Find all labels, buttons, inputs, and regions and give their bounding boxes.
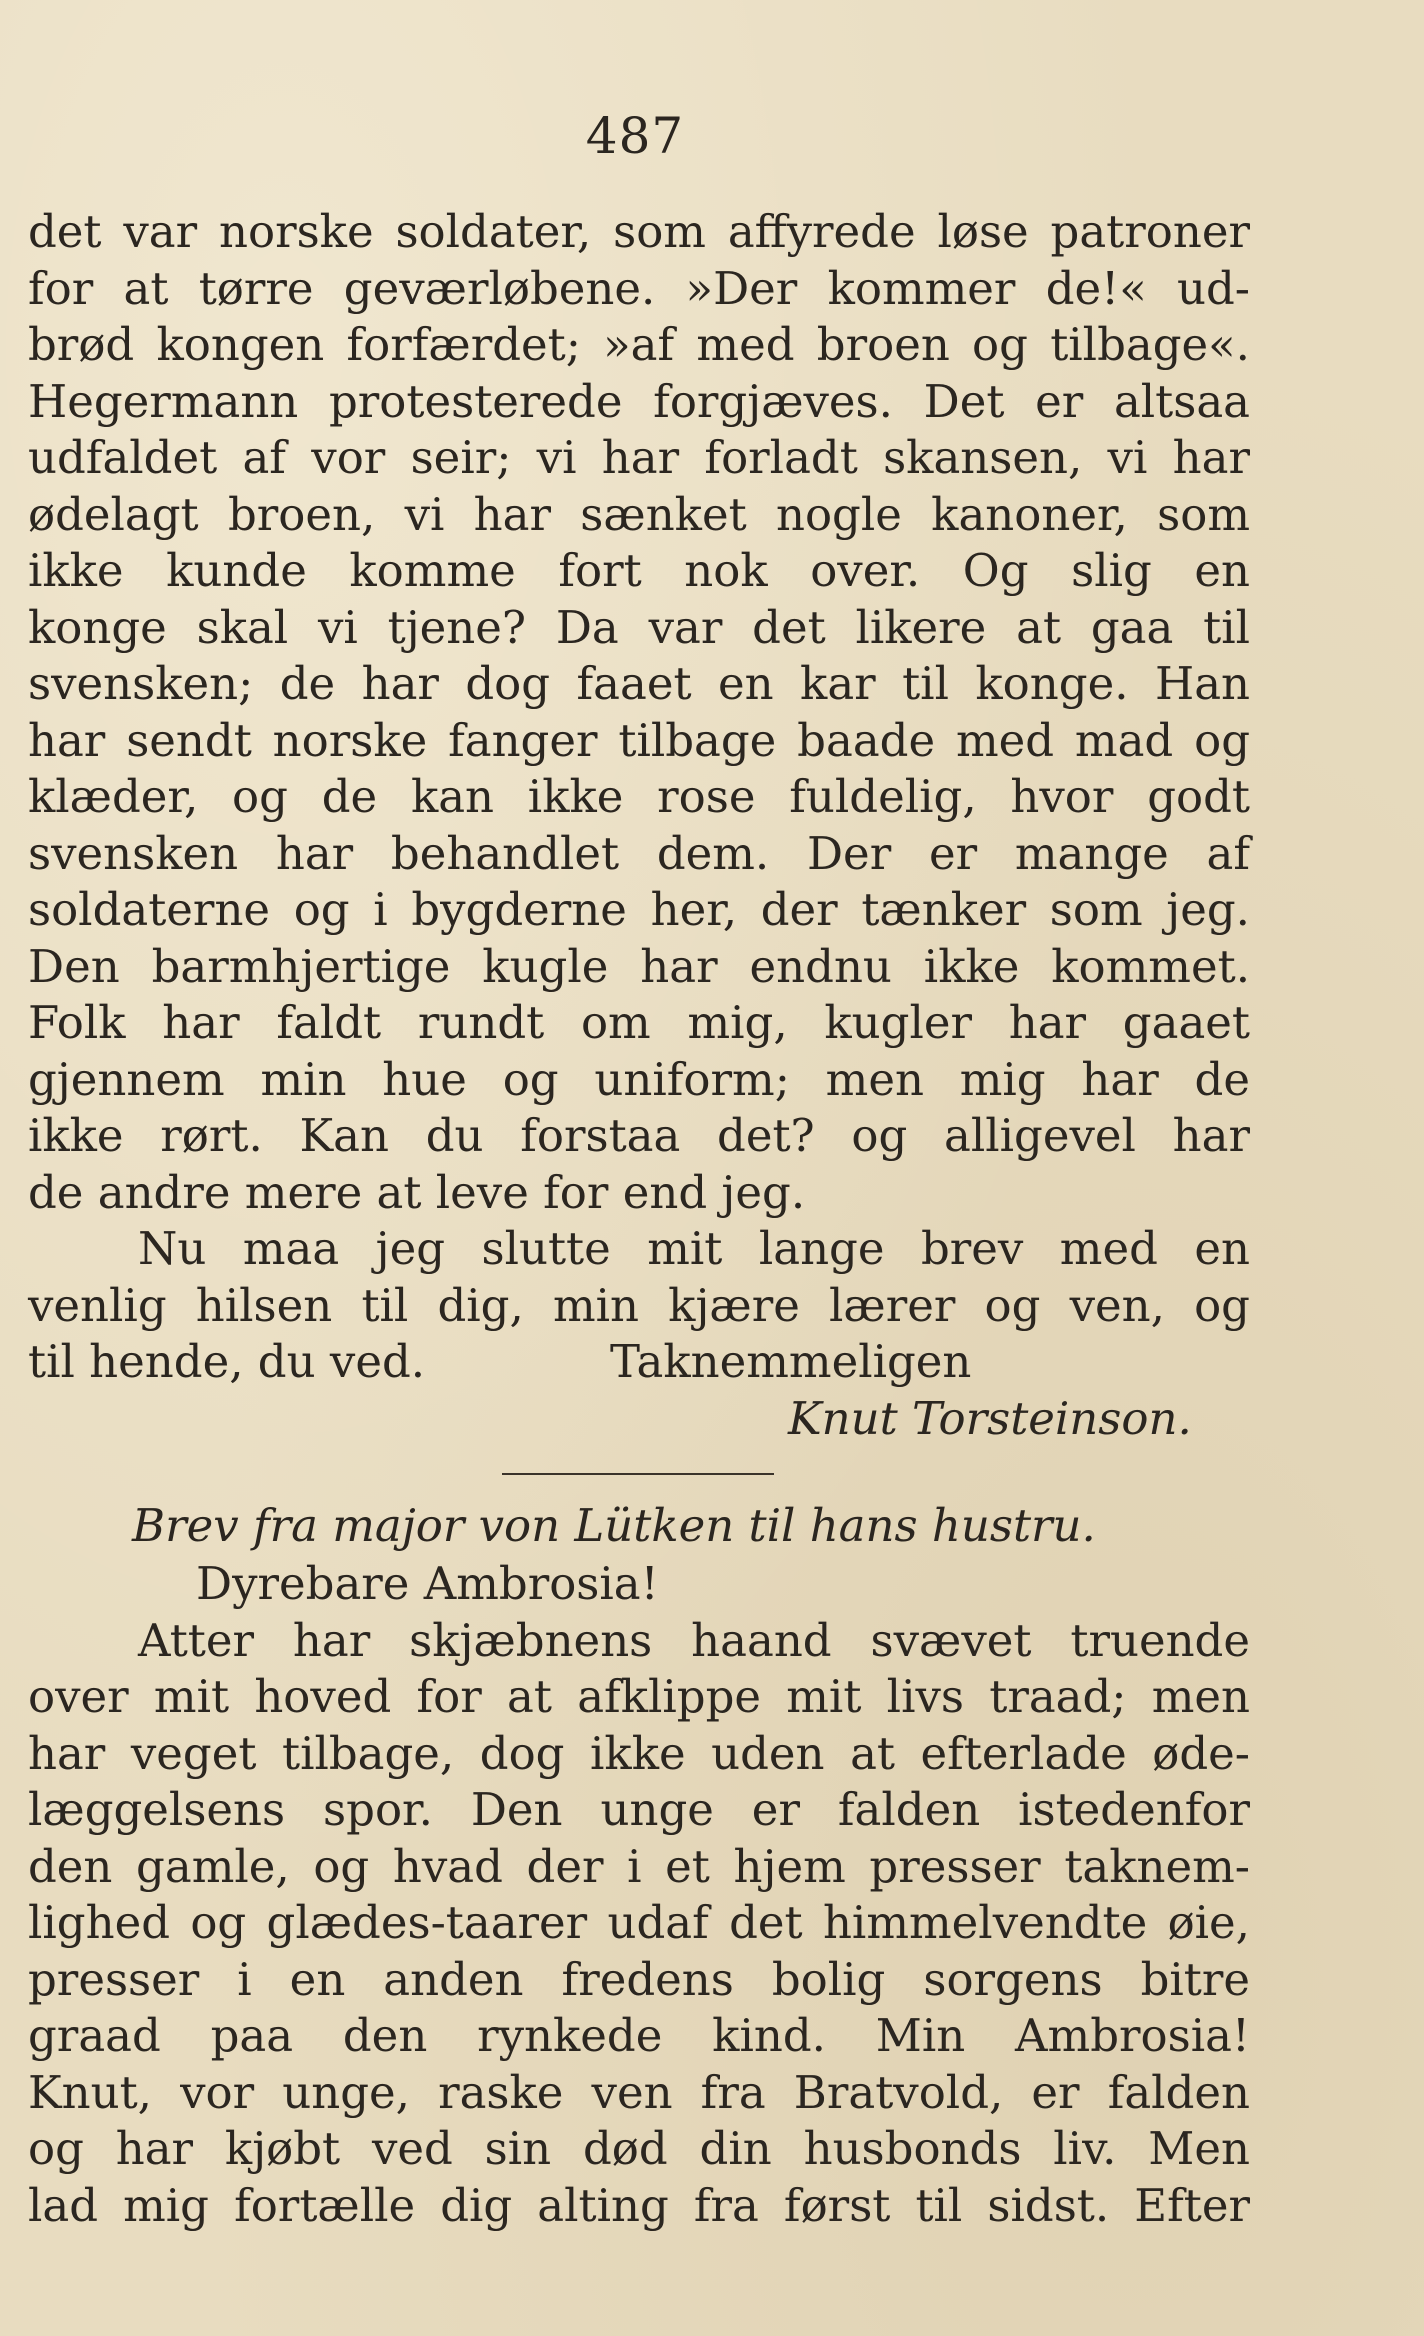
second-letter-block xyxy=(28,1498,1250,2234)
text-line: ødelagt broen, vi har sænket nogle kanoner, som xyxy=(28,487,1250,541)
text-line: presser i en anden fredens bolig sorgens bitre xyxy=(28,1952,1250,2006)
text-line: ikke kunde komme fort nok over. Og slig en xyxy=(28,544,1250,597)
closing-line xyxy=(28,1334,1250,1391)
text-line: ikke rørt. Kan du forstaa det? og alligevel har xyxy=(28,1109,1250,1162)
text-line: soldaterne og i bygderne her, der tænker som jeg. xyxy=(28,883,1250,936)
text-line: over mit hoved for at afklippe mit livs traad; men xyxy=(28,1670,1250,1723)
text-line: gjennem min hue og uniform; men mig har de xyxy=(28,1052,1250,1106)
paragraph-first-line: Nu maa jeg slutte mit lange brev med en xyxy=(138,1222,1250,1275)
text-line: har sendt norske fanger tilbage baade med mad og xyxy=(28,713,1250,767)
text-line: konge skal vi tjene? Da var det likere at gaa til xyxy=(28,600,1250,654)
text-line: svensken; de har dog faaet en kar til konge. Han xyxy=(28,657,1250,710)
letter-text-block xyxy=(28,204,1250,1447)
text-line: Knut, vor unge, raske ven fra Bratvold, er falden xyxy=(28,2065,1250,2119)
text-line: Hegermann protesterede forgjæves. Det er altsaa xyxy=(28,374,1250,428)
page-number: 487 xyxy=(585,107,685,165)
text-line: for at tørre geværløbene. »Der kommer de!« ud- xyxy=(28,261,1250,315)
signature: Knut Torsteinson. xyxy=(788,1391,1192,1445)
closing-text: til hende, du ved. xyxy=(28,1335,426,1388)
text-line: Folk har faldt rundt om mig, kugler har gaaet xyxy=(28,996,1250,1049)
section-divider xyxy=(502,1473,774,1475)
text-line: lighed og glædes-taarer udaf det himmelvendte øie, xyxy=(28,1896,1250,1949)
text-line: lad mig fortælle dig alting fra først til sidst. Efter xyxy=(28,2178,1250,2232)
letter-heading: Brev fra major von Lütken til hans hustru. xyxy=(132,1499,1096,1552)
paragraph-first-line: Atter har skjæbnens haand svævet truende xyxy=(138,1613,1250,1667)
text-line: svensken har behandlet dem. Der er mange af xyxy=(28,826,1250,880)
text-line: den gamle, og hvad der i et hjem presser taknem- xyxy=(28,1839,1250,1893)
text-line: venlig hilsen til dig, min kjære lærer og ven, og xyxy=(28,1278,1250,1332)
text-line: Den barmhjertige kugle har endnu ikke kommet. xyxy=(28,939,1250,993)
text-line: har veget tilbage, dog ikke uden at efterlade øde- xyxy=(28,1726,1250,1780)
text-line: det var norske soldater, som affyrede løse patroner xyxy=(28,205,1250,258)
text-line: læggelsens spor. Den unge er falden istedenfor xyxy=(28,1783,1250,1836)
salutation: Dyrebare Ambrosia! xyxy=(196,1557,659,1610)
text-line: klæder, og de kan ikke rose fuldelig, hvor godt xyxy=(28,770,1250,823)
text-line: udfaldet af vor seir; vi har forladt skansen, vi har xyxy=(28,431,1250,484)
text-line: og har kjøbt ved sin død din husbonds liv. Men xyxy=(28,2122,1250,2175)
text-line: brød kongen forfærdet; »af med broen og tilbage«. xyxy=(28,318,1250,371)
valediction: Taknemmeligen xyxy=(610,1335,972,1388)
text-line: graad paa den rynkede kind. Min Ambrosia! xyxy=(28,2009,1250,2062)
text-line: de andre mere at leve for end jeg. xyxy=(28,1165,806,1219)
